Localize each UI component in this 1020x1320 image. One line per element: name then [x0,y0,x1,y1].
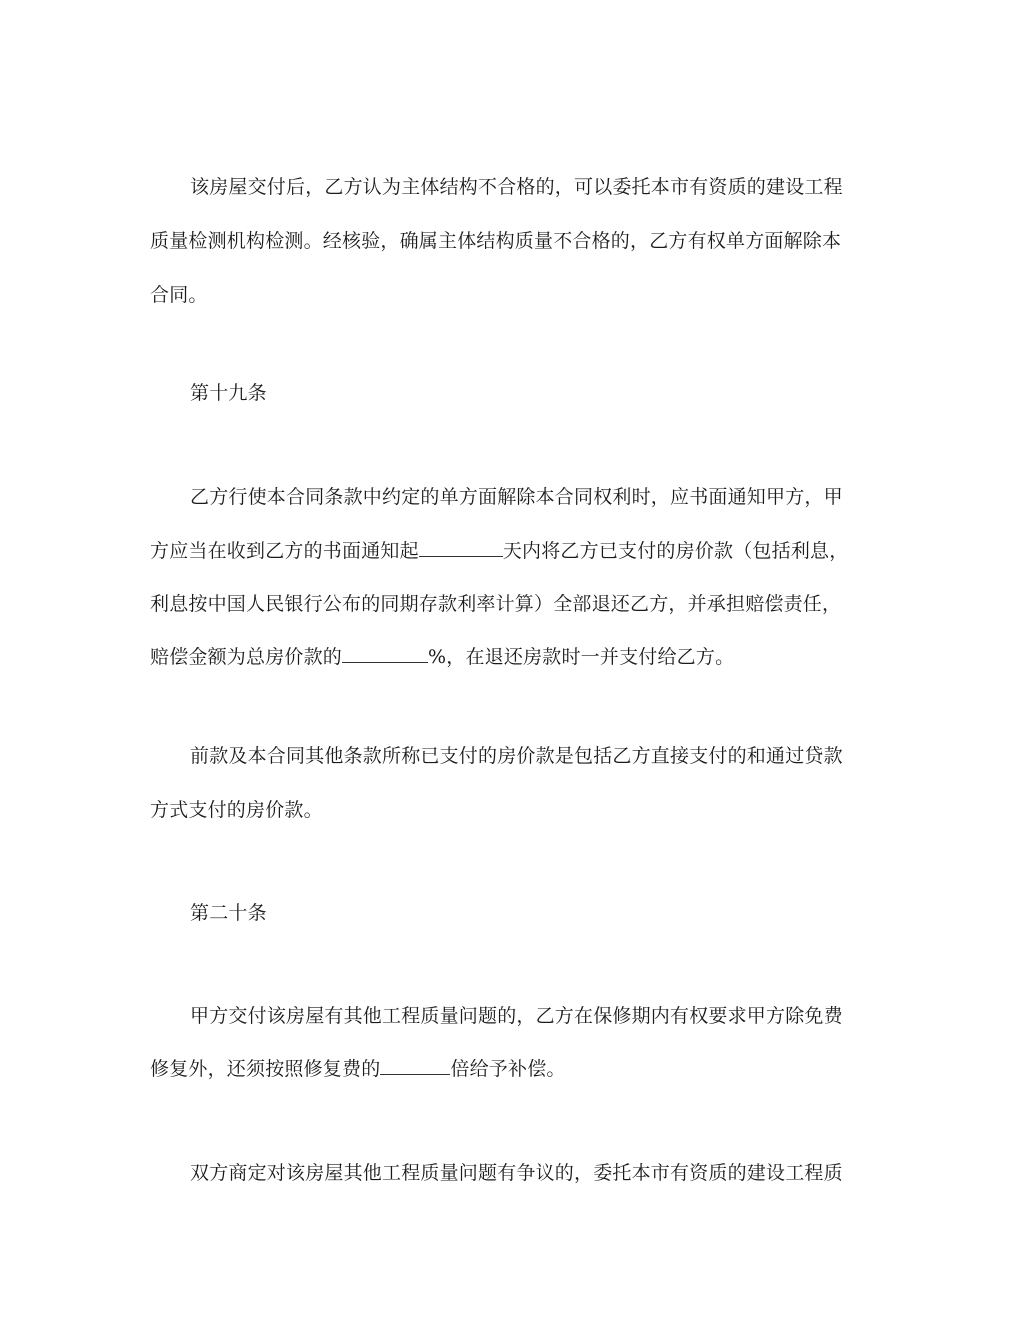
paragraph-line: 双方商定对该房屋其他工程质量问题有争议的，委托本市有资质的建设工程质 [190,1162,843,1184]
paragraph-line: 质量检测机构检测。经核验，确属主体结构质量不合格的，乙方有权单方面解除本 [150,230,842,252]
article-19-heading: 第十九条 [190,382,267,404]
multiplier-blank-field[interactable] [380,1056,450,1075]
text-segment: 天内将乙方已支付的房价款（包括利息， [502,540,849,562]
paragraph-line: 利息按中国人民银行公布的同期存款利率计算）全部退还乙方，并承担赔偿责任， [150,593,842,615]
paragraph-line: 甲方交付该房屋有其他工程质量问题的，乙方在保修期内有权要求甲方除免费 [190,1005,843,1027]
paragraph-line [150,538,890,564]
article-20-heading: 第二十条 [190,902,267,924]
percentage-blank-field[interactable] [342,644,428,663]
text-segment: 修复外，还须按照修复费的 [150,1058,381,1080]
paragraph-line: 方式支付的房价款。 [150,799,323,821]
paragraph-line: 乙方行使本合同条款中约定的单方面解除本合同权利时，应书面通知甲方，甲 [190,486,843,508]
days-blank-field[interactable] [419,538,503,557]
text-segment: %，在退还房款时一并支付给乙方。 [428,646,735,668]
paragraph-line: 合同。 [150,284,208,306]
paragraph-line: 该房屋交付后，乙方认为主体结构不合格的，可以委托本市有资质的建设工程 [190,176,843,198]
text-segment: 方应当在收到乙方的书面通知起 [150,540,419,562]
text-segment: 倍给予补偿。 [450,1058,566,1080]
paragraph-line [150,644,890,670]
text-segment: 赔偿金额为总房价款的 [150,646,343,668]
paragraph-line: 前款及本合同其他条款所称已支付的房价款是包括乙方直接支付的和通过贷款 [190,745,843,767]
paragraph-line [150,1056,890,1082]
